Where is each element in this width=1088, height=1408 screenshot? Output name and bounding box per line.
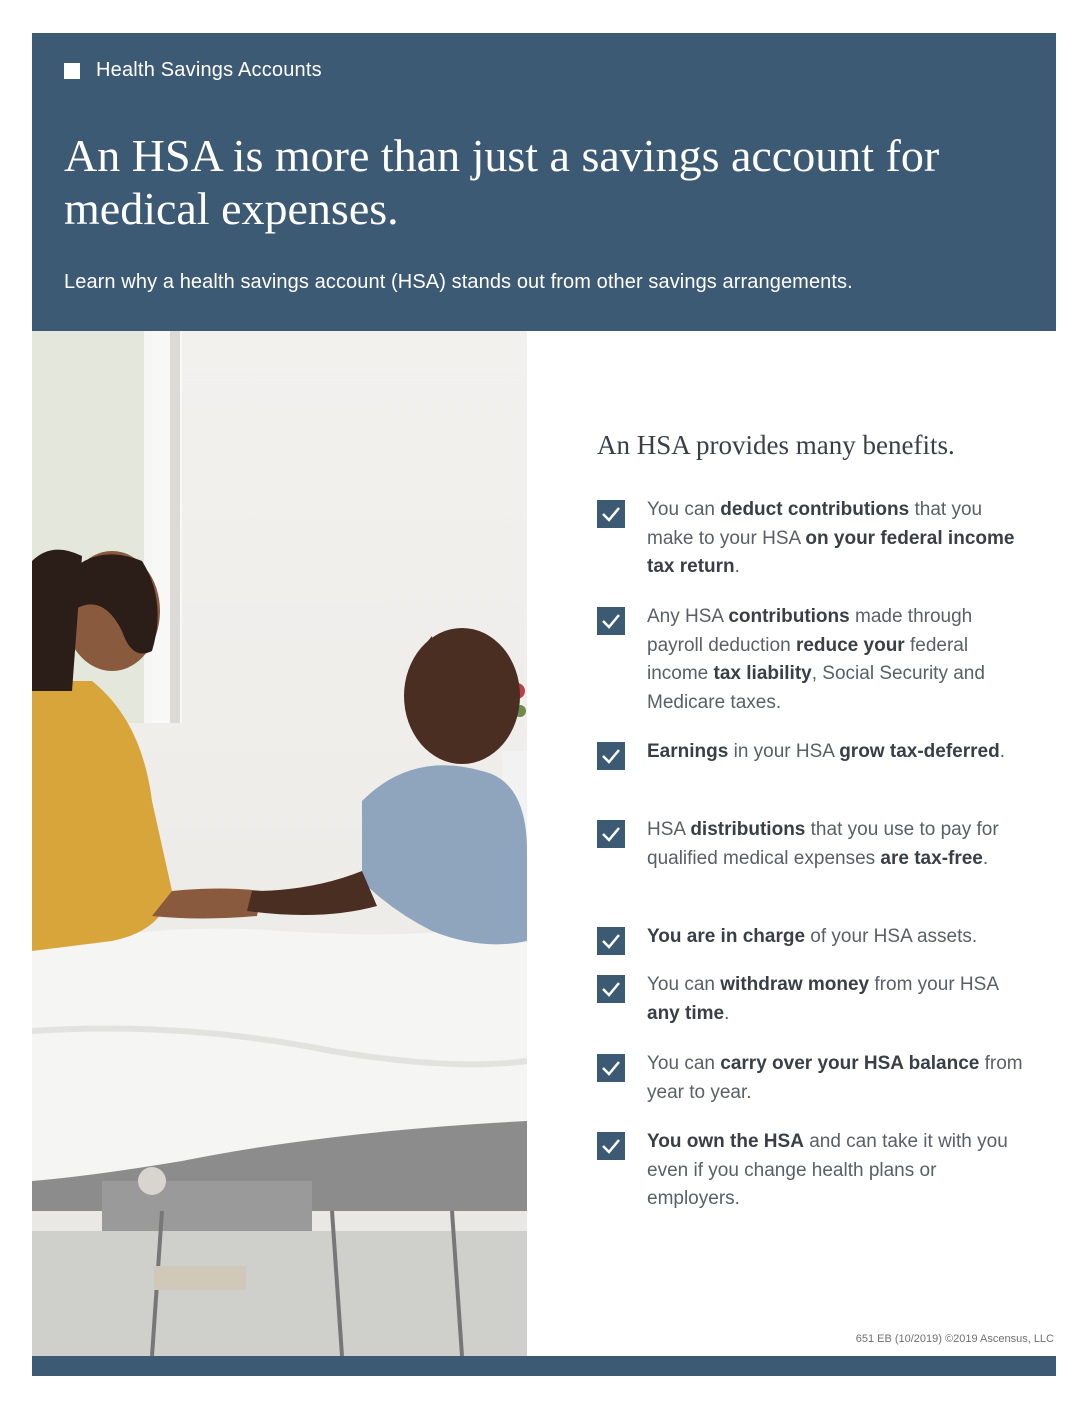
page-subtitle: Learn why a health savings account (HSA) stands out from other savings arrangements.	[64, 271, 853, 293]
benefit-text: You can deduct contributions that you make to your HSA on your federal income tax return.	[647, 499, 1015, 577]
benefit-item	[597, 923, 1027, 955]
benefit-text: You own the HSA and can take it with you even if you change health plans or employers.	[647, 1131, 1008, 1209]
hospital-scene-illustration	[32, 331, 527, 1356]
benefit-text: Earnings in your HSA grow tax-deferred.	[647, 741, 1005, 762]
header-banner	[32, 33, 1056, 331]
benefit-text: You can withdraw money from your HSA any time.	[647, 974, 998, 1024]
check-icon	[597, 1054, 625, 1082]
benefit-item	[597, 1128, 1027, 1214]
check-icon	[597, 820, 625, 848]
page-title: An HSA is more than just a savings account for medical expenses.	[64, 130, 940, 234]
check-icon	[597, 742, 625, 770]
square-bullet-icon	[64, 63, 80, 79]
benefit-text: You can carry over your HSA balance from year to year.	[647, 1053, 1023, 1103]
check-icon	[597, 1132, 625, 1160]
benefit-item	[597, 816, 1027, 873]
check-icon	[597, 607, 625, 635]
eyebrow	[64, 59, 322, 82]
eyebrow-label: Health Savings Accounts	[96, 59, 322, 81]
benefit-text: Any HSA contributions made through payroll deduction reduce your federal income tax liability, Social Security and Medicare taxes.	[647, 606, 985, 713]
check-icon	[597, 975, 625, 1003]
check-icon	[597, 927, 625, 955]
benefits-heading: An HSA provides many benefits.	[597, 430, 955, 460]
benefit-text: You are in charge of your HSA assets.	[647, 926, 978, 947]
benefit-item	[597, 971, 1027, 1028]
check-icon	[597, 500, 625, 528]
footer-code: 651 EB (10/2019) ©2019 Ascensus, LLC	[855, 1333, 1054, 1345]
benefit-text: HSA distributions that you use to pay for qualified medical expenses are tax-free.	[647, 819, 999, 869]
benefit-item	[597, 496, 1027, 582]
benefit-item	[597, 603, 1027, 717]
bottom-bar	[32, 1356, 1056, 1376]
benefit-item	[597, 738, 1027, 770]
hero-photo	[32, 331, 527, 1356]
benefit-item	[597, 1050, 1027, 1107]
